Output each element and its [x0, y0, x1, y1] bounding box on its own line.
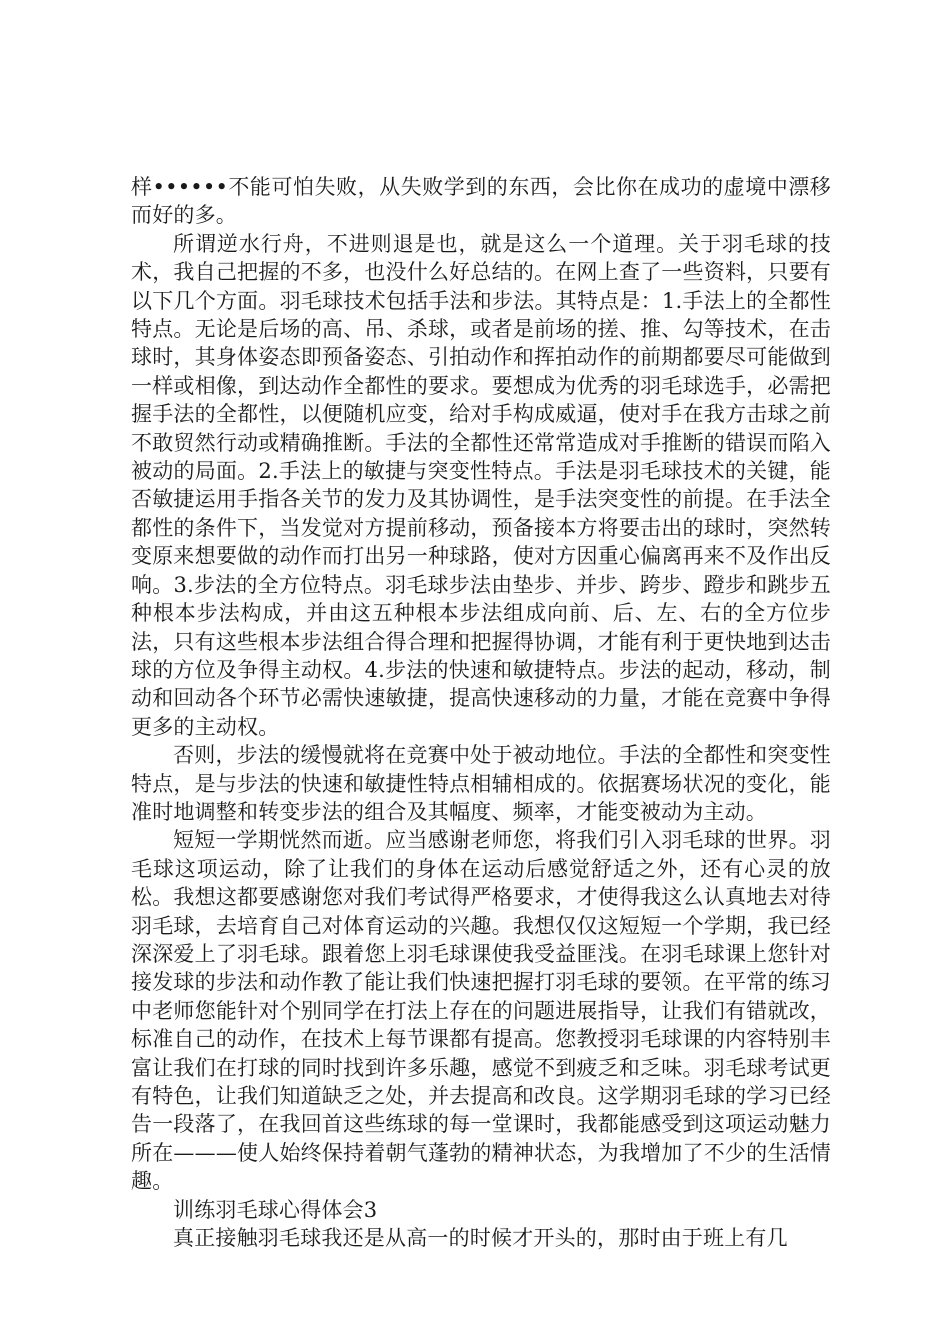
section-heading: 训练羽毛球心得体会3 [173, 1197, 378, 1222]
paragraph-footwork: 否则，步法的缓慢就将在竞赛中处于被动地位。手法的全都性和突变性特点，是与步法的快速和敏捷性特点相辅相成的。依据赛场状况的变化，能准时地调整和转变步法的组合及其幅度、频率，才能变被动为主动。 [131, 743, 831, 824]
document-body [131, 173, 831, 1252]
paragraph-badminton-technique: 所谓逆水行舟，不进则退是也，就是这么一个道理。关于羽毛球的技术，我自己把握的不多，也没什么好总结的。在网上查了一些资料，只要有以下几个方面。羽毛球技术包括手法和步法。其特点是：1.手法上的全都性特点。无论是后场的高、吊、杀球，或者是前场的搓、推、勾等技术，在击球时，其身体姿态即预备姿态、引拍动作和挥拍动作的前期都要尽可能做到一样或相像，到达动作全都性的要求。要想成为优秀的羽毛球选手，必需把握手法的全都性，以便随机应变，给对手构成威逼，使对手在我方击球之前不敢贸然行动或精确推断。手法的全都性还常常造成对手推断的错误而陷入被动的局面。2.手法上的敏捷与突变性特点。手法是羽毛球技术的关键，能否敏捷运用手指各关节的发力及其协调性，是手法突变性的前提。在手法全都性的条件下，当发觉对方提前移动，预备接本方将要击出的球时，突然转变原来想要做的动作而打出另一种球路，使对方因重心偏离再来不及作出反响。3.步法的全方位特点。羽毛球步法由垫步、并步、跨步、蹬步和跳步五种根本步法构成，并由这五种根本步法组成向前、后、左、右的全方位步法，只有这些根本步法组合得合理和把握得协调，才能有利于更快地到达击球的方位及争得主动权。4.步法的快速和敏捷特点。步法的起动，移动，制动和回动各个环节必需快速敏捷，提高快速移动的力量，才能在竞赛中争得更多的主动权。 [131, 231, 831, 739]
paragraph-continuation: 样••••••不能可怕失败，从失败学到的东西，会比你在成功的虚境中漂移而好的多。 [131, 175, 831, 228]
paragraph-section3-start: 真正接触羽毛球我还是从高一的时候才开头的，那时由于班上有几 [173, 1226, 788, 1251]
paragraph-thanks-teacher: 短短一学期恍然而逝。应当感谢老师您，将我们引入羽毛球的世界。羽毛球这项运动，除了让我们的身体在运动后感觉舒适之外，还有心灵的放松。我想这都要感谢您对我们考试得严格要求，才使得我这么认真地去对待羽毛球，去培育自己对体育运动的兴趣。我想仅仅这短短一个学期，我已经深深爱上了羽毛球。跟着您上羽毛球课使我受益匪浅。在羽毛球课上您针对接发球的步法和动作教了能让我们快速把握打羽毛球的要领。在平常的练习中老师您能针对个别同学在打法上存在的问题进展指导，让我们有错就改，标准自己的动作，在技术上每节课都有提高。您教授羽毛球课的内容特别丰富让我们在打球的同时找到许多乐趣，感觉不到疲乏和乏味。羽毛球考试更有特色，让我们知道缺乏之处，并去提高和改良。这学期羽毛球的学习已经告一段落了，在我回首这些练球的每一堂课时，我都能感受到这项运动魅力所在———使人始终保持着朝气蓬勃的精神状态，为我增加了不少的生活情趣。 [131, 828, 831, 1194]
